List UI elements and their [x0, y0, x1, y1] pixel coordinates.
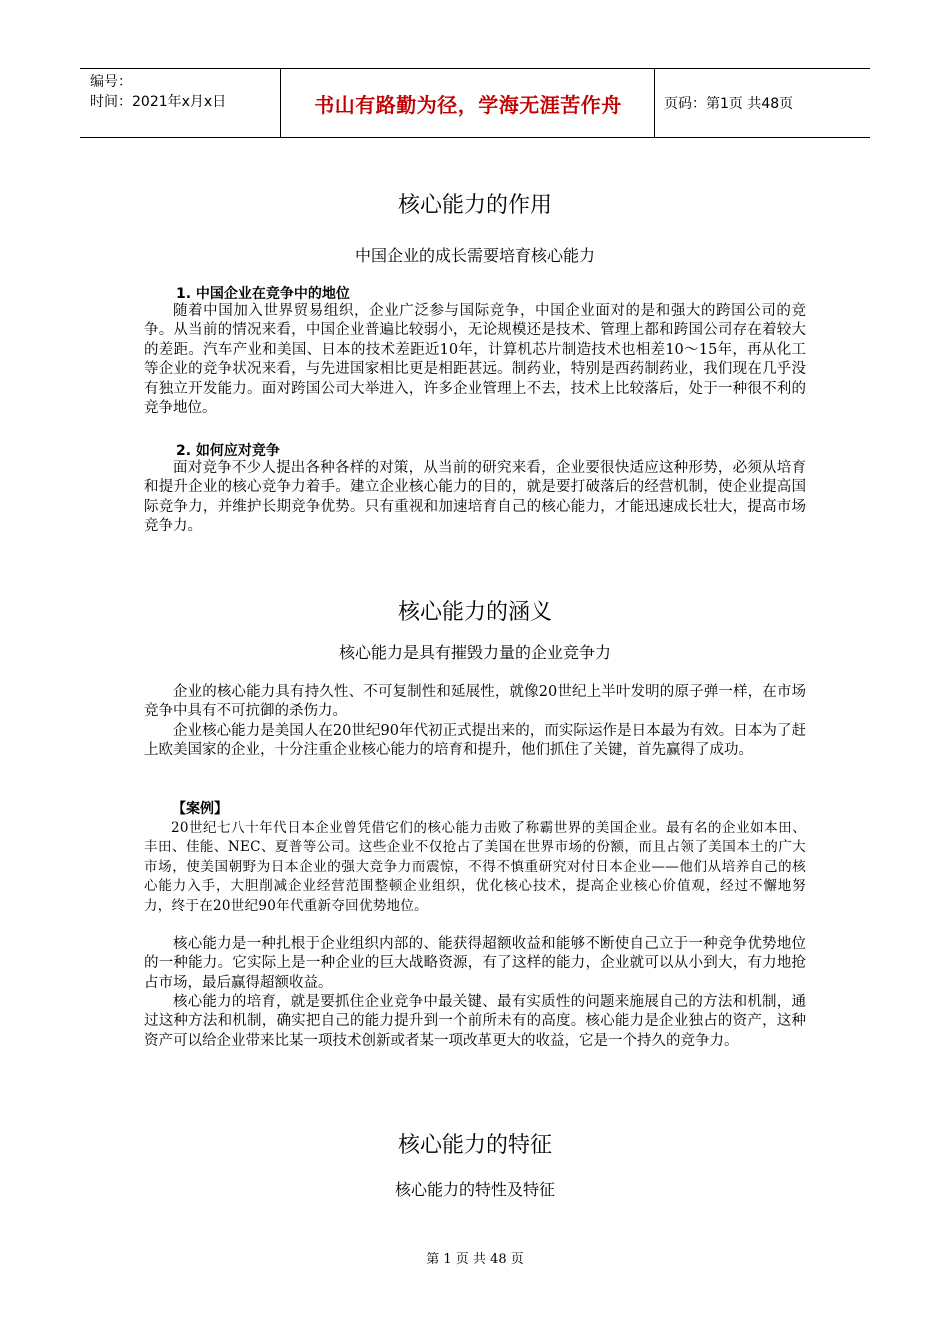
paragraph: 核心能力的培育，就是要抓住企业竞争中最关键、最有实质性的问题来施展自己的方法和机制，通过这种方法和机制，确实把自己的能力提升到一个前所未有的高度。核心能力是企业独占的资产，这种资产可以给企业带来比某一项技术创新或者某一项改革更大的收益，它是一个持久的竞争力。 [144, 994, 806, 1049]
case-label: 【案例】 [172, 801, 228, 817]
header-page-info: 页码：第1页 共48页 [664, 96, 794, 112]
section-title-meaning: 核心能力的涵义 [397, 600, 552, 625]
paragraph: 随着中国加入世界贸易组织，企业广泛参与国际竞争，中国企业面对的是和强大的跨国公司的竞争。从当前的情况来看，中国企业普遍比较弱小，无论规模还是技术、管理上都和跨国公司存在着较大的差距。汽车产业和美国、日本的技术差距近10年，计算机芯片制造技术也相差10～15年，再从化工等企业的竞争状况来看，与先进国家相比更是相距甚远。制药业，特别是西药制药业，我们现在几乎没有独立开发能力。面对跨国公司大举进入，许多企业管理上不去，技术上比较落后，处于一种很不利的竞争地位。 [144, 303, 806, 417]
paragraph: 企业核心能力是美国人在20世纪90年代初正式提出来的，而实际运作是日本最为有效。日本为了赶上欧美国家的企业，十分注重企业核心能力的培育和提升，他们抓住了关键，首先赢得了成功。 [144, 723, 806, 759]
header-divider [654, 69, 655, 137]
case-text: 20世纪七八十年代日本企业曾凭借它们的核心能力击败了称霸世界的美国企业。最有名的企业如本田、丰田、佳能、NEC、夏普等公司。这些企业不仅抢占了美国在世界市场的份额，而且占领了美国本土的广大市场，使美国朝野为日本企业的强大竞争力而震惊，不得不慎重研究对付日本企业——他们从培养自己的核心能力入手，大胆削减企业经营范围整顿企业组织，优化核心技术，提高企业核心价值观，经过不懈地努力，终于在20世纪90年代重新夺回优势地位。 [144, 820, 806, 914]
page-header [80, 68, 870, 138]
paragraph: 核心能力是一种扎根于企业组织内部的、能获得超额收益和能够不断使自己立于一种竞争优势地位的一种能力。它实际上是一种企业的巨大战略资源，有了这样的能力，企业就可以从小到大，有力地抢占市场，最后赢得超额收益。 [144, 936, 806, 991]
page-footer: 第 1 页 共 48 页 [426, 1252, 524, 1267]
section-title-role: 核心能力的作用 [397, 193, 552, 218]
heading-position-in-competition: 1. 中国企业在竞争中的地位 [176, 286, 350, 302]
header-divider [280, 69, 281, 137]
section-subtitle-role: 中国企业的成长需要培育核心能力 [354, 246, 595, 265]
header-motto: 书山有路勤为径，学海无涯苦作舟 [314, 92, 622, 117]
paragraph: 面对竞争不少人提出各种各样的对策，从当前的研究来看，企业要很快适应这种形势，必须从培育和提升企业的核心竞争力着手。建立企业核心能力的目的，就是要打破落后的经营机制，使企业提高国际竞争力，并维护长期竞争优势。只有重视和加速培育自己的核心能力，才能迅速成长壮大，提高市场竞争力。 [144, 460, 806, 535]
document-number-label: 编号： [90, 74, 132, 90]
paragraph: 企业的核心能力具有持久性、不可复制性和延展性，就像20世纪上半叶发明的原子弹一样，在市场竞争中具有不可抗御的杀伤力。 [144, 684, 806, 720]
section-subtitle-features: 核心能力的特性及特征 [394, 1180, 555, 1199]
header-meta [90, 72, 226, 112]
heading-how-to-compete: 2. 如何应对竞争 [176, 443, 280, 459]
section-title-features: 核心能力的特征 [397, 1133, 552, 1158]
section-subtitle-meaning: 核心能力是具有摧毁力量的企业竞争力 [338, 643, 611, 662]
document-date: 时间：2021年x月x日 [90, 94, 227, 110]
